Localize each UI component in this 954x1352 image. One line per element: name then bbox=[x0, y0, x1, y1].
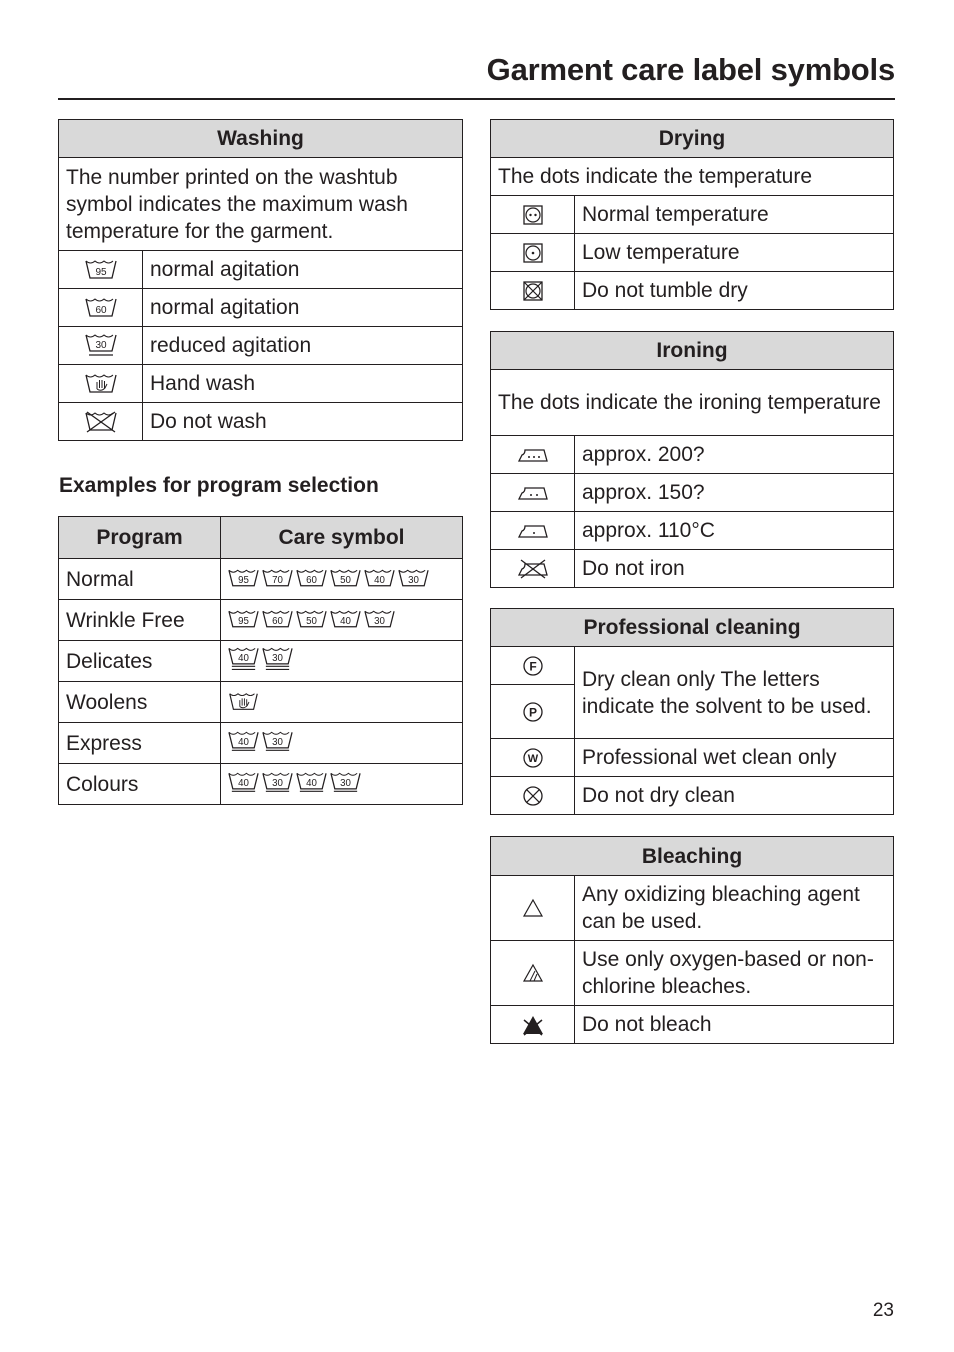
title-rule bbox=[58, 98, 895, 100]
iron-one-dot-icon bbox=[491, 512, 575, 550]
care-symbols bbox=[221, 723, 463, 764]
bleaching-label: Any oxidizing bleaching agent can be used. bbox=[575, 876, 894, 941]
dry-clean-p-icon bbox=[491, 685, 575, 739]
washtub-60-icon bbox=[295, 568, 328, 590]
svg-text:30: 30 bbox=[272, 736, 283, 748]
program-name: Delicates bbox=[59, 641, 221, 682]
washtub-40-icon bbox=[227, 646, 260, 676]
drying-header: Drying bbox=[491, 120, 894, 158]
drying-intro: The dots indicate the temperature bbox=[491, 158, 894, 196]
washtub-40-icon bbox=[227, 730, 260, 756]
washtub-40-icon bbox=[227, 771, 260, 797]
washtub-60-icon bbox=[261, 609, 294, 631]
do-not-wash-icon bbox=[59, 403, 143, 441]
program-name: Woolens bbox=[59, 682, 221, 723]
do-not-bleach-icon bbox=[491, 1006, 575, 1044]
washing-label: reduced agitation bbox=[143, 327, 463, 365]
washing-header: Washing bbox=[59, 120, 463, 158]
svg-text:30: 30 bbox=[272, 653, 283, 664]
drying-table bbox=[490, 119, 894, 310]
bleach-any-icon bbox=[491, 876, 575, 941]
svg-text:50: 50 bbox=[340, 574, 351, 586]
iron-three-dots-icon bbox=[491, 436, 575, 474]
washtub-50-icon bbox=[295, 609, 328, 631]
do-not-dry-clean-icon bbox=[491, 777, 575, 815]
svg-text:95: 95 bbox=[238, 574, 249, 586]
svg-text:60: 60 bbox=[306, 574, 317, 586]
drying-label: Low temperature bbox=[575, 234, 894, 272]
professional-table bbox=[490, 608, 894, 815]
no-dry-clean-label: Do not dry clean bbox=[575, 777, 894, 815]
do-not-iron-icon bbox=[491, 550, 575, 588]
washtub-30-icon bbox=[397, 568, 430, 590]
washing-label: normal agitation bbox=[143, 289, 463, 327]
hand-wash-icon bbox=[59, 365, 143, 403]
svg-text:30: 30 bbox=[272, 777, 283, 789]
svg-text:70: 70 bbox=[272, 574, 283, 586]
bleaching-header: Bleaching bbox=[491, 837, 894, 876]
col-care-symbol: Care symbol bbox=[221, 517, 463, 559]
svg-text:30: 30 bbox=[340, 777, 351, 789]
washtub-95-icon bbox=[227, 568, 260, 590]
washtub-95-icon bbox=[59, 251, 143, 289]
svg-text:40: 40 bbox=[306, 777, 317, 789]
page-title: Garment care label symbols bbox=[486, 52, 895, 87]
tumble-dry-normal-icon bbox=[491, 196, 575, 234]
ironing-label: approx. 110°C bbox=[575, 512, 894, 550]
svg-text:30: 30 bbox=[408, 574, 419, 586]
program-name: Wrinkle Free bbox=[59, 600, 221, 641]
svg-text:40: 40 bbox=[374, 574, 385, 586]
page-number: 23 bbox=[872, 1300, 894, 1321]
tumble-dry-low-icon bbox=[491, 234, 575, 272]
washing-intro: The number printed on the washtub symbol indicates the maximum wash temperature for the garment. bbox=[59, 158, 463, 251]
washtub-30-icon bbox=[261, 646, 294, 676]
svg-text:40: 40 bbox=[238, 777, 249, 789]
washtub-70-icon bbox=[261, 568, 294, 590]
washing-table bbox=[58, 119, 463, 441]
do-not-tumble-dry-icon bbox=[491, 272, 575, 310]
svg-text:40: 40 bbox=[340, 615, 351, 627]
care-symbols bbox=[221, 600, 463, 641]
bleaching-label: Do not bleach bbox=[575, 1006, 894, 1044]
ironing-table bbox=[490, 331, 894, 588]
washtub-30-icon bbox=[363, 609, 396, 631]
svg-text:F: F bbox=[528, 659, 537, 673]
bleaching-table bbox=[490, 836, 894, 1044]
ironing-label: approx. 150? bbox=[575, 474, 894, 512]
svg-text:50: 50 bbox=[306, 615, 317, 627]
svg-text:W: W bbox=[527, 752, 538, 765]
svg-text:30: 30 bbox=[94, 339, 107, 351]
care-symbols bbox=[221, 682, 463, 723]
drying-label: Do not tumble dry bbox=[575, 272, 894, 310]
col-program: Program bbox=[59, 517, 221, 559]
svg-text:P: P bbox=[528, 705, 537, 719]
washtub-30-icon bbox=[261, 771, 294, 797]
examples-heading: Examples for program selection bbox=[59, 474, 379, 497]
iron-two-dots-icon bbox=[491, 474, 575, 512]
dry-clean-label: Dry clean only The letters indicate the solvent to be used. bbox=[575, 647, 894, 739]
washing-label: normal agitation bbox=[143, 251, 463, 289]
dry-clean-f-icon bbox=[491, 647, 575, 685]
program-name: Colours bbox=[59, 764, 221, 805]
bleaching-label: Use only oxygen-based or non-chlorine bleaches. bbox=[575, 941, 894, 1006]
program-name: Express bbox=[59, 723, 221, 764]
svg-text:60: 60 bbox=[94, 304, 107, 316]
svg-text:40: 40 bbox=[238, 736, 249, 748]
washing-label: Do not wash bbox=[143, 403, 463, 441]
ironing-label: approx. 200? bbox=[575, 436, 894, 474]
washtub-60-icon bbox=[59, 289, 143, 327]
svg-text:95: 95 bbox=[238, 615, 249, 627]
washtub-50-icon bbox=[329, 568, 362, 590]
svg-text:30: 30 bbox=[374, 615, 385, 627]
svg-text:95: 95 bbox=[94, 266, 107, 278]
svg-text:40: 40 bbox=[238, 653, 249, 664]
washtub-30-icon bbox=[329, 771, 362, 797]
washtub-40-icon bbox=[363, 568, 396, 590]
wet-clean-w-icon bbox=[491, 739, 575, 777]
washtub-30-reduced-icon bbox=[59, 327, 143, 365]
ironing-label: Do not iron bbox=[575, 550, 894, 588]
care-symbols bbox=[221, 559, 463, 600]
ironing-intro: The dots indicate the ironing temperature bbox=[491, 370, 894, 436]
washtub-30-icon bbox=[261, 730, 294, 756]
drying-label: Normal temperature bbox=[575, 196, 894, 234]
care-symbols bbox=[221, 764, 463, 805]
svg-text:60: 60 bbox=[272, 615, 283, 627]
washing-label: Hand wash bbox=[143, 365, 463, 403]
examples-table bbox=[58, 516, 463, 805]
professional-header: Professional cleaning bbox=[491, 609, 894, 647]
program-name: Normal bbox=[59, 559, 221, 600]
wet-clean-label: Professional wet clean only bbox=[575, 739, 894, 777]
hand-wash-icon bbox=[227, 691, 260, 713]
washtub-40-icon bbox=[295, 771, 328, 797]
bleach-non-chlorine-icon bbox=[491, 941, 575, 1006]
ironing-header: Ironing bbox=[491, 332, 894, 370]
washtub-95-icon bbox=[227, 609, 260, 631]
washtub-40-icon bbox=[329, 609, 362, 631]
care-symbols bbox=[221, 641, 463, 682]
